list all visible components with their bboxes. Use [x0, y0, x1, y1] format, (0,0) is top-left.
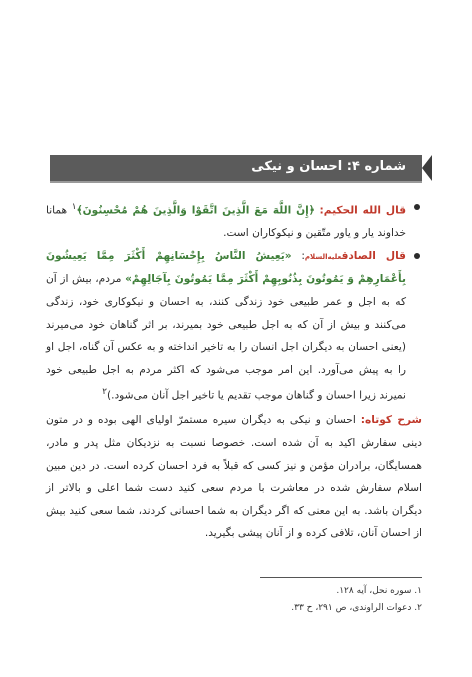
commentary-paragraph: [46, 409, 422, 545]
speaker-label: قال الله الحکیم:: [319, 204, 407, 217]
speaker-label: قال الصادق: [341, 249, 406, 262]
paragraph-text: همانا خداوند یار و یاور متّقین و نیکوکاران است.: [46, 204, 406, 240]
commentary-text: احسان و نیکی به دیگران سیره مستمرّ اولیای الهی بوده و در متون دینی سفارش اکید به آن شده است. خصوصا نسبت به نزدیکان مثل پدر و مادر، همسایگان، برادران مؤمن و نیز کسی که قبلاً به فرد احسان کرده است. در دین مبین اسلام سفارش شده در معاشرت با مردم سعی کنید دست شما اعلی و بالاتر از دیگران باشد. به این معنی که اگر دیگران به شما احسانی کردند، شما سعی کنید بیش از احسان آنان، تلافی کرده و از آنان پیشی بگیرید.: [46, 414, 422, 540]
footnotes: [122, 583, 422, 617]
quran-paragraph: [46, 196, 422, 245]
commentary-label: شرح کوتاه:: [360, 414, 422, 427]
bullet-icon: [414, 204, 420, 210]
section-title: شماره ۴: احسان و نیکی: [251, 159, 406, 174]
bullet-icon: [414, 253, 420, 259]
paragraph-text: مردم، بیش از آن که به اجل و عمر طبیعی خود زندگی کنند، به احسان و نیکوکاری خود، زندگی می‌کنند و بیش از آن که به اجل طبیعی خود بمیرند، بر اثر گناهان خود می‌میرند (یعنی احسان به دیگران اجل انسان را به تاخیر انداخته و به عکس آن گناه، اجل او را به پیش می‌آورد. این امر موجب می‌شود که اکثر مردم به اجل طبیعی خود نمیرند زیرا احسان و گناهان موجب تقدیم یا تاخیر اجل آنان می‌شود.): [46, 273, 406, 402]
header-underline: [50, 181, 422, 183]
header-arrow-icon: [422, 155, 432, 181]
footnote-ref: ۲: [102, 387, 107, 398]
footnote-divider: [260, 577, 422, 578]
hadith-quote: «یَعِیشُ النَّاسُ بِإِحْسَانِهِمْ أَکْثَرَ مِمَّا یَعِیشُونَ بِأَعْمَارِهِمْ وَ یَمُوتُونَ بِذُنُوبِهِمْ أَکْثَرَ مِمَّا یَمُوتُونَ بِآجَالِهِمْ»: [46, 249, 406, 286]
section-header: [50, 155, 422, 181]
content-body: [46, 196, 422, 545]
hadith-paragraph: قال الصادقعلیه‌السلام: «یَعِیشُ النَّاسُ بِإِحْسَانِهِمْ أَکْثَرَ مِمَّا یَعِیشُونَ بِأَعْمَارِهِمْ وَ یَمُوتُونَ بِذُنُوبِهِمْ أَکْثَرَ مِمَّا یَمُوتُونَ بِآجَالِهِمْ» مردم، بیش از آن که به اجل و عمر طبیعی خود زندگی کنند، به احسان و نیکوکاری خود، زندگی می‌کنند و بیش از آن که به اجل طبیعی خود بمیرند، بر اثر گناهان خود می‌میرند (یعنی احسان به دیگران اجل انسان را به تاخیر انداخته و به عکس آن گناه، اجل او را به پیش می‌آورد. این امر موجب می‌شود که اکثر مردم به اجل طبیعی خود نمیرند زیرا احسان و گناهان موجب تقدیم یا تاخیر اجل آنان می‌شود.)$^۲$: [46, 245, 422, 408]
footnote-ref: ۱: [71, 202, 77, 212]
quran-quote: ﴿إِنَّ اللَّهَ مَعَ الَّذِینَ اتَّقَوْا وَالَّذِینَ هُمْ مُحْسِنُونَ﴾: [76, 204, 315, 217]
footnote-1: ۱. سوره نحل، آیه ۱۲۸.: [336, 586, 422, 596]
honorific-seal: علیه‌السلام: [304, 252, 342, 261]
footnote-2: ۲. دعوات الراوندی، ص ۲۹۱، ح ۳۳.: [291, 603, 422, 613]
